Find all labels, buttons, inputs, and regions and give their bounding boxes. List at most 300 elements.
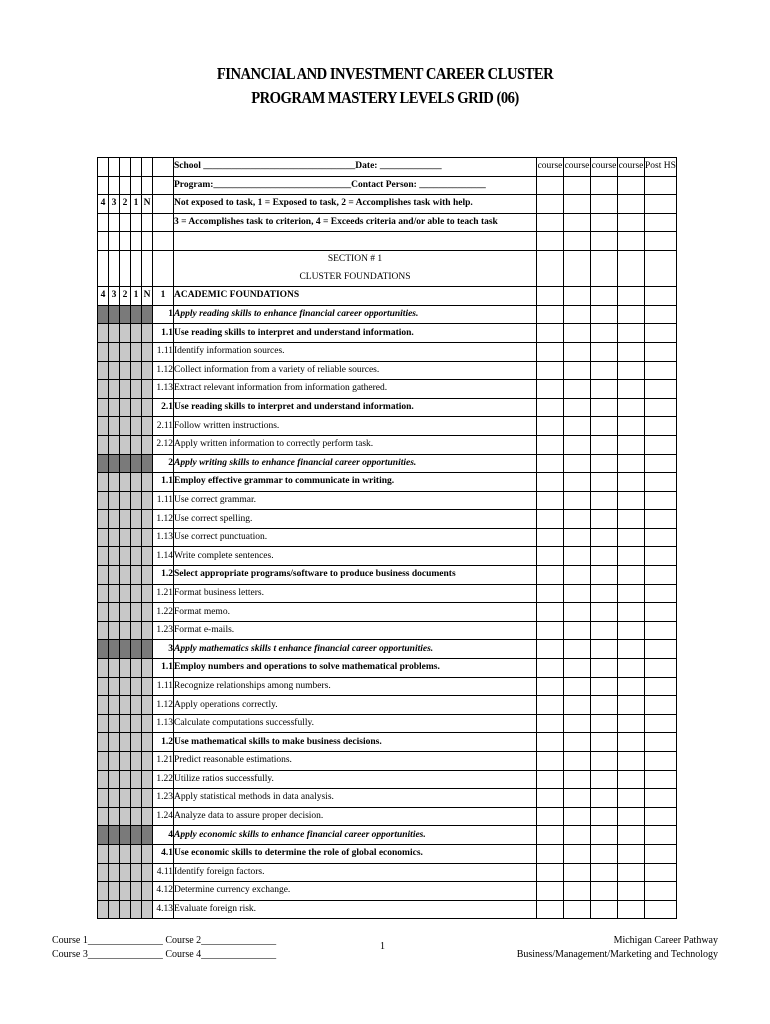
level-cell: 3 [109,195,120,214]
level-cell [142,361,153,380]
level-cell [98,232,109,251]
course-cell [564,287,591,306]
task-row [98,659,677,678]
task-description: Utilize ratios successfully. [174,770,537,789]
level-cell [131,380,142,399]
task-number: 4.1 [153,844,174,863]
course-cell [645,566,677,585]
course-cell [537,770,564,789]
course-cell [591,770,618,789]
level-cell [142,696,153,715]
level-cell [109,900,120,919]
level-cell [131,677,142,696]
level-cell [120,752,131,771]
column-header: course [591,158,618,177]
course-cell [537,844,564,863]
level-cell [109,417,120,436]
level-cell [120,305,131,324]
level-cell [109,342,120,361]
course-cell [591,361,618,380]
level-cell [109,789,120,808]
course-cell [564,603,591,622]
course-cell [645,770,677,789]
level-cell [120,176,131,195]
course-cell [645,287,677,306]
course-cell [645,435,677,454]
course-cell [537,473,564,492]
task-number: 1.12 [153,696,174,715]
column-header: Post HS [645,158,677,177]
level-cell [142,789,153,808]
course-cell [591,435,618,454]
level-cell [131,696,142,715]
level-cell [120,584,131,603]
level-cell [98,510,109,529]
level-cell [142,733,153,752]
level-cell [109,158,120,177]
course-cell [645,844,677,863]
level-cell [109,863,120,882]
level-cell [131,566,142,585]
course-cell [537,287,564,306]
course-cell [591,380,618,399]
level-cell [109,435,120,454]
course-cell [537,324,564,343]
level-cell [142,770,153,789]
level-cell [120,158,131,177]
level-cell [109,361,120,380]
course-cell [537,603,564,622]
course-cell [564,640,591,659]
level-cell [98,324,109,343]
level-cell [98,733,109,752]
course-cell [618,882,645,901]
course-line-1: Course 1_______________ Course 2_______________ [52,935,277,946]
course-cell [645,882,677,901]
course-cell [645,752,677,771]
course-cell [591,566,618,585]
course-cell [618,176,645,195]
level-cell [120,398,131,417]
level-cell [131,770,142,789]
course-cell [564,826,591,845]
course-cell [645,305,677,324]
task-row [98,900,677,919]
course-cell [564,752,591,771]
course-cell [564,807,591,826]
course-cell [618,380,645,399]
course-cell [591,844,618,863]
task-number: 1.1 [153,324,174,343]
course-cell [618,770,645,789]
task-row [98,752,677,771]
course-cell [537,677,564,696]
course-cell [645,789,677,808]
section-subtitle: CLUSTER FOUNDATIONS [174,269,537,287]
level-cell [120,826,131,845]
num-cell [153,176,174,195]
level-cell [98,250,109,268]
level-cell [109,510,120,529]
course-cell [645,213,677,232]
task-description: Collect information from a variety of reliable sources. [174,361,537,380]
column-header: course [537,158,564,177]
task-row [98,398,677,417]
course-cell [537,269,564,287]
level-cell [142,621,153,640]
level-cell [98,696,109,715]
course-cell [645,361,677,380]
level-cell [109,677,120,696]
level-cell [98,417,109,436]
level-cell [98,528,109,547]
course-cell [564,491,591,510]
task-description: Identify information sources. [174,342,537,361]
level-cell [142,844,153,863]
course-cell [591,696,618,715]
level-cell [120,659,131,678]
level-cell: 1 [131,287,142,306]
header-row-program [98,176,677,195]
level-cell [120,232,131,251]
course-cell [618,510,645,529]
course-cell [564,696,591,715]
level-cell [98,770,109,789]
task-description: Employ numbers and operations to solve mathematical problems. [174,659,537,678]
course-cell [618,696,645,715]
course-cell [645,491,677,510]
task-number: 1 [153,305,174,324]
task-description: Format memo. [174,603,537,622]
level-cell [98,361,109,380]
task-number: 2 [153,454,174,473]
level-cell [98,380,109,399]
course-cell [591,882,618,901]
course-cell [591,733,618,752]
level-cell [131,473,142,492]
course-cell [537,361,564,380]
level-cell [120,435,131,454]
level-cell [142,176,153,195]
level-cell [120,213,131,232]
level-cell [109,305,120,324]
task-row [98,324,677,343]
task-description: Use reading skills to interpret and understand information. [174,398,537,417]
level-cell [109,491,120,510]
course-cell [591,342,618,361]
task-description: Analyze data to assure proper decision. [174,807,537,826]
level-cell [109,696,120,715]
course-cell [564,473,591,492]
course-cell [645,324,677,343]
level-cell [109,826,120,845]
course-cell [645,269,677,287]
level-cell [120,696,131,715]
task-number: 1.1 [153,473,174,492]
level-cell [109,454,120,473]
task-number: 1.2 [153,733,174,752]
task-row [98,640,677,659]
course-cell [564,195,591,214]
level-cell: 1 [131,195,142,214]
level-cell [131,621,142,640]
task-number: 4.12 [153,882,174,901]
course-cell [564,659,591,678]
level-cell [142,342,153,361]
course-cell [564,398,591,417]
course-cell [618,789,645,808]
course-cell [645,473,677,492]
level-cell [142,250,153,268]
level-cell [120,677,131,696]
task-number: 2.12 [153,435,174,454]
level-cell [131,863,142,882]
task-number: 1.14 [153,547,174,566]
course-cell [591,213,618,232]
course-cell [591,232,618,251]
level-cell [131,398,142,417]
course-cell [537,435,564,454]
course-cell [564,677,591,696]
course-cell [618,250,645,268]
course-cell [645,250,677,268]
course-cell [591,677,618,696]
level-cell [109,733,120,752]
task-row [98,510,677,529]
course-cell [618,659,645,678]
course-cell [645,603,677,622]
text-cell [174,232,537,251]
task-row [98,807,677,826]
task-row [98,882,677,901]
course-cell [618,324,645,343]
level-cell [142,491,153,510]
level-cell [98,863,109,882]
course-cell [564,770,591,789]
level-cell [142,900,153,919]
course-cell [645,195,677,214]
level-cell [131,844,142,863]
course-cell [591,305,618,324]
course-cell [591,398,618,417]
level-cell [120,770,131,789]
course-cell [591,491,618,510]
level-cell [98,826,109,845]
course-cell [645,807,677,826]
level-cell [109,473,120,492]
task-number: 1.2 [153,566,174,585]
course-cell [537,454,564,473]
level-cell [109,603,120,622]
level-cell [120,361,131,380]
task-number: 2.11 [153,417,174,436]
task-row [98,491,677,510]
level-cell [98,213,109,232]
course-cell [537,566,564,585]
course-cell [564,454,591,473]
level-cell [120,640,131,659]
level-cell: 4 [98,195,109,214]
course-cell [591,789,618,808]
level-cell [98,844,109,863]
level-cell [142,213,153,232]
section-subtitle-row [98,269,677,287]
level-cell [120,380,131,399]
course-cell [564,528,591,547]
level-cell [98,677,109,696]
course-cell [564,863,591,882]
course-cell [618,473,645,492]
course-cell [618,733,645,752]
task-row [98,826,677,845]
level-cell [131,826,142,845]
level-cell: 2 [120,287,131,306]
level-cell [109,324,120,343]
course-cell [591,528,618,547]
course-cell [537,398,564,417]
course-cell [591,714,618,733]
task-number: 4.13 [153,900,174,919]
level-cell [120,566,131,585]
task-description: Recognize relationships among numbers. [174,677,537,696]
level-cell [109,584,120,603]
level-cell [131,789,142,808]
level-cell [109,398,120,417]
level-cell [98,305,109,324]
level-cell [142,603,153,622]
num-cell [153,158,174,177]
task-row [98,287,677,306]
task-description: Apply reading skills to enhance financial career opportunities. [174,305,537,324]
level-cell [142,714,153,733]
level-cell [120,603,131,622]
task-description: Use correct spelling. [174,510,537,529]
course-line-2: Course 3_______________ Course 4_______________ [52,949,277,960]
task-number: 4 [153,826,174,845]
level-cell [131,659,142,678]
level-cell [98,882,109,901]
level-cell [98,566,109,585]
header-row-scale1 [98,195,677,214]
course-cell [618,287,645,306]
task-row [98,528,677,547]
level-cell [109,213,120,232]
level-cell [120,844,131,863]
level-cell [109,714,120,733]
task-description: Extract relevant information from information gathered. [174,380,537,399]
course-cell [537,659,564,678]
level-cell [131,807,142,826]
course-cell [537,417,564,436]
task-number: 1.23 [153,789,174,808]
level-cell [142,882,153,901]
course-cell [645,640,677,659]
task-description: Employ effective grammar to communicate in writing. [174,473,537,492]
level-cell [131,176,142,195]
course-cell [645,900,677,919]
course-cell [591,621,618,640]
course-cell [645,659,677,678]
level-cell [109,659,120,678]
course-cell [537,789,564,808]
course-cell [591,826,618,845]
level-cell [131,324,142,343]
task-description: Use correct grammar. [174,491,537,510]
level-cell [131,882,142,901]
course-cell [645,176,677,195]
task-row [98,584,677,603]
level-cell: N [142,195,153,214]
course-cell [645,696,677,715]
level-cell [142,510,153,529]
level-cell [131,733,142,752]
course-cell [618,826,645,845]
course-cell [537,547,564,566]
course-cell [537,621,564,640]
level-cell [120,342,131,361]
level-cell [131,250,142,268]
level-cell [109,844,120,863]
task-number: 1.24 [153,807,174,826]
level-cell [120,789,131,808]
course-cell [564,789,591,808]
level-cell [109,269,120,287]
course-cell [564,269,591,287]
level-cell [131,435,142,454]
section-title-row [98,250,677,268]
task-description: Write complete sentences. [174,547,537,566]
course-cell [564,584,591,603]
level-cell [131,510,142,529]
course-cell [618,269,645,287]
task-number: 1 [153,287,174,306]
course-cell [618,603,645,622]
task-number: 4.11 [153,863,174,882]
course-cell [591,473,618,492]
course-cell [618,621,645,640]
course-cell [645,677,677,696]
course-cell [564,566,591,585]
course-cell [537,176,564,195]
course-cell [537,213,564,232]
level-cell [120,547,131,566]
school-date-field: School ________________________________Date: _____________ [174,158,537,177]
course-cell [618,342,645,361]
course-cell [645,454,677,473]
course-cell [591,900,618,919]
task-number: 1.21 [153,752,174,771]
task-row [98,454,677,473]
course-cell [591,269,618,287]
task-number: 3 [153,640,174,659]
header-row-school [98,158,677,177]
task-number: 1.21 [153,584,174,603]
course-cell [591,176,618,195]
task-description: Format e-mails. [174,621,537,640]
task-description: Predict reasonable estimations. [174,752,537,771]
page-number: 1 [380,941,385,952]
course-cell [537,380,564,399]
task-row [98,677,677,696]
level-cell [142,752,153,771]
level-cell [120,324,131,343]
document-subtitle: PROGRAM MASTERY LEVELS GRID (06) [251,88,519,107]
course-cell [618,491,645,510]
level-cell [142,417,153,436]
course-cell [537,714,564,733]
course-cell [564,510,591,529]
course-cell [564,733,591,752]
